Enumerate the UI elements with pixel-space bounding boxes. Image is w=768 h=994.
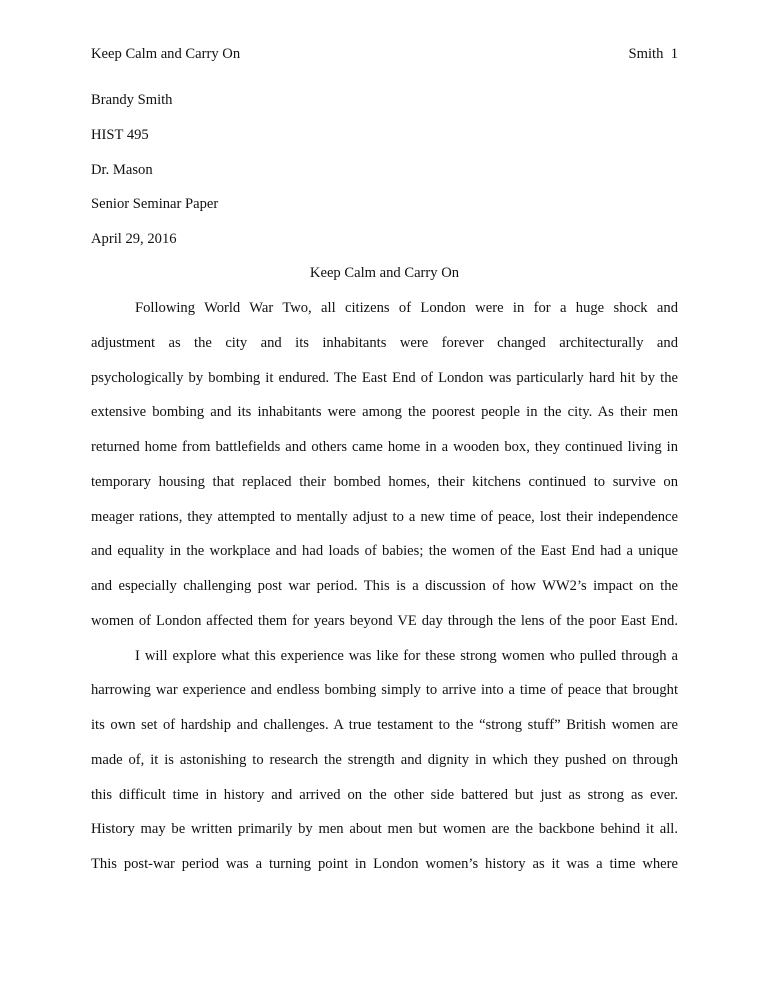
- body-line: women of London affected them for years beyond VE day through the lens of the poor East End.: [91, 612, 678, 629]
- body-line: and equality in the workplace and had loads of babies; the women of the East End had a unique: [91, 543, 678, 560]
- course-number: HIST 495: [91, 126, 149, 143]
- running-header: [91, 44, 678, 64]
- body-line: and especially challenging post war period. This is a discussion of how WW2’s impact on the: [91, 578, 678, 594]
- body-line: I will explore what this experience was like for these strong women who pulled through a: [135, 647, 678, 664]
- body-line: extensive bombing and its inhabitants were among the poorest people in the city. As their men: [91, 404, 678, 421]
- assignment-name: Senior Seminar Paper: [91, 196, 219, 213]
- page-number: Smith 1: [628, 46, 678, 62]
- body-line: adjustment as the city and its inhabitants were forever changed architecturally and: [91, 334, 678, 351]
- body-line: its own set of hardship and challenges. A true testament to the “strong stuff” British women are: [91, 717, 678, 733]
- running-head-title: Keep Calm and Carry On: [91, 46, 241, 62]
- instructor-name: Dr. Mason: [91, 161, 153, 178]
- body-line: this difficult time in history and arrived on the other side battered but just as strong as ever.: [91, 786, 678, 803]
- body-line: psychologically by bombing it endured. The East End of London was particularly hard hit by the: [91, 369, 678, 386]
- author-name: Brandy Smith: [91, 92, 173, 108]
- body-line: This post-war period was a turning point in London women’s history as it was a time where: [91, 856, 678, 872]
- body-line: meager rations, they attempted to mentally adjust to a new time of peace, lost their independence: [91, 508, 678, 525]
- submission-date: April 29, 2016: [91, 231, 177, 248]
- body-line: harrowing war experience and endless bombing simply to arrive into a time of peace that brought: [91, 682, 678, 699]
- body-line: Following World War Two, all citizens of London were in for a huge shock and: [135, 300, 678, 316]
- paper-title: Keep Calm and Carry On: [309, 265, 460, 281]
- body-line: made of, it is astonishing to research the strength and dignity in which they pushed on through: [91, 751, 678, 768]
- body-line: returned home from battlefields and others came home in a wooden box, they continued living in: [91, 439, 678, 455]
- mla-heading: [91, 90, 678, 264]
- body-line: temporary housing that replaced their bombed homes, their kitchens continued to survive on: [91, 473, 678, 490]
- body-text: [91, 298, 678, 889]
- body-line: History may be written primarily by men about men but women are the backbone behind it all.: [91, 821, 678, 838]
